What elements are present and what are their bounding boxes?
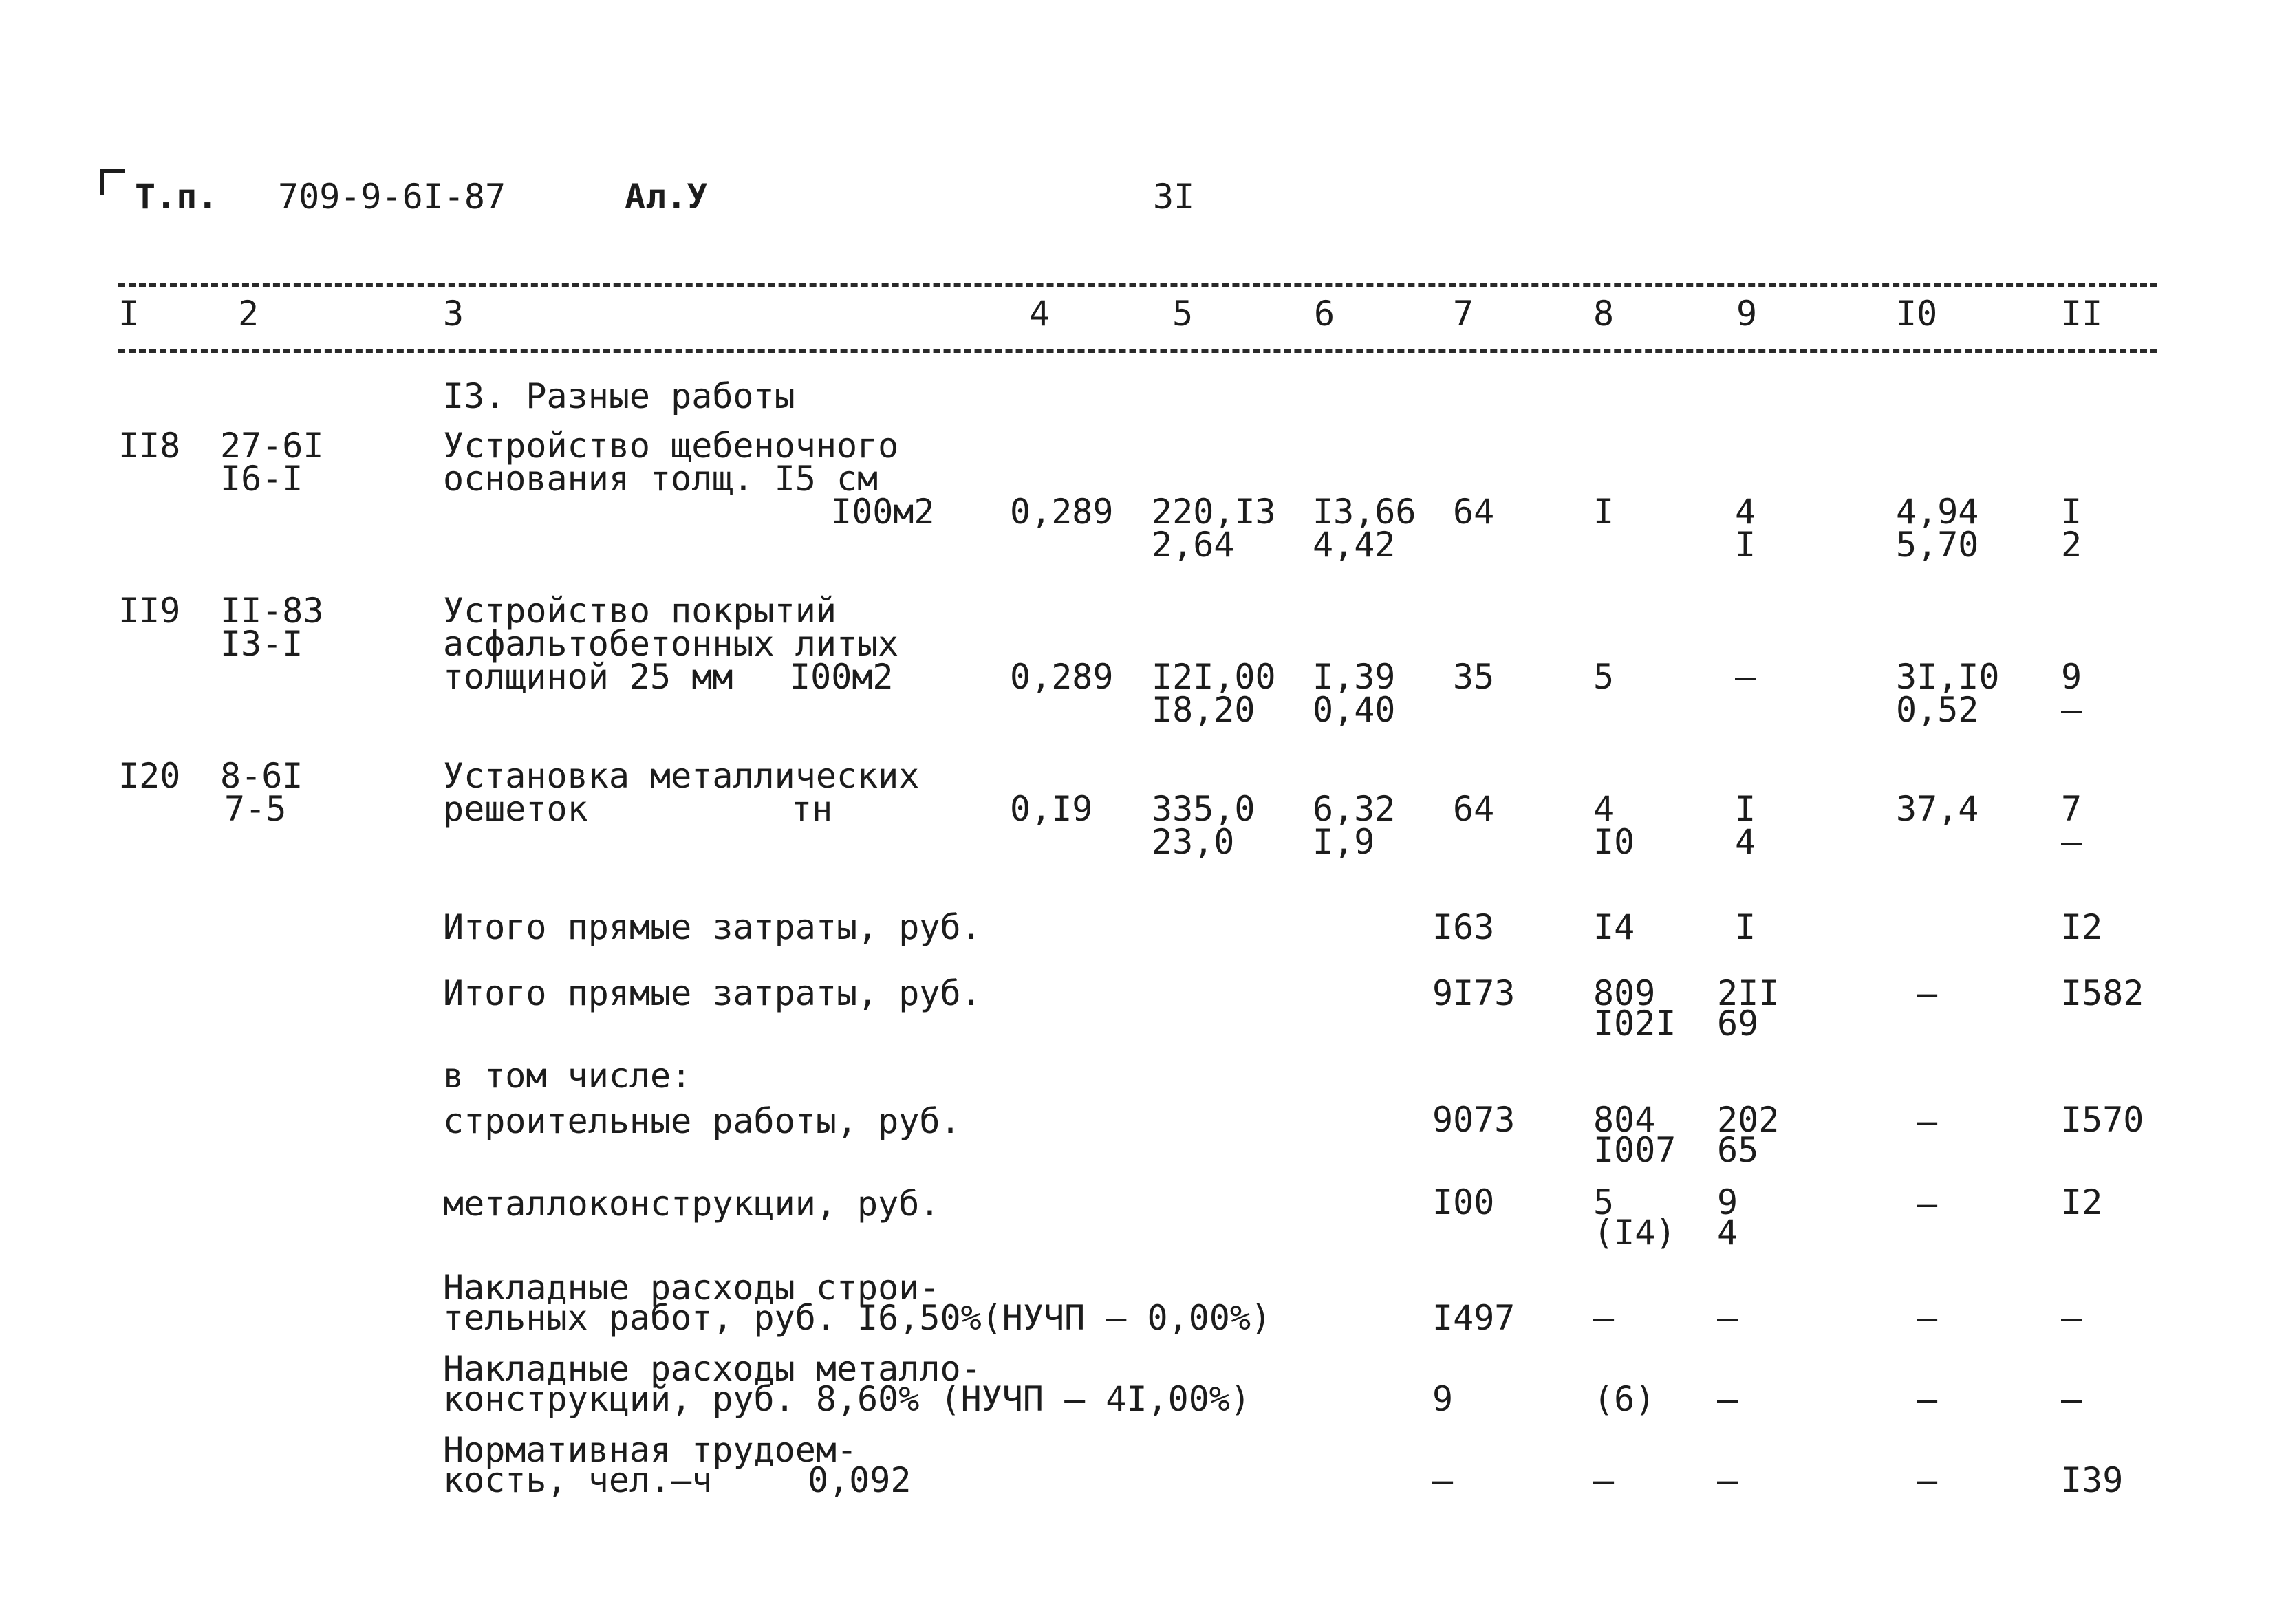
col11-value: 7: [2061, 789, 2082, 829]
norm-code: 8-6I: [220, 756, 303, 796]
col5-value: 335,0: [1152, 789, 1255, 829]
col10-value: –: [1917, 1184, 1938, 1224]
col8-value: 5: [1593, 657, 1615, 697]
col11-value: 2: [2061, 525, 2082, 565]
total-label: Итого прямые затраты, руб.: [443, 907, 982, 947]
corner-mark: [100, 169, 125, 195]
col11-value: –: [2061, 690, 2082, 730]
col9-value: –: [1717, 1460, 1738, 1500]
column-header: 4: [1029, 294, 1050, 334]
col11-value: –: [2061, 1379, 2082, 1419]
col6-value: 4,42: [1313, 525, 1396, 565]
col8-value: –: [1593, 1460, 1615, 1500]
col5-value: 2,64: [1152, 525, 1235, 565]
col11-value: I582: [2061, 973, 2144, 1013]
total-label: Накладные расходы строи-: [443, 1268, 940, 1308]
col8-value: I: [1593, 492, 1615, 532]
col9-value: I: [1735, 907, 1756, 947]
col5-value: 220,I3: [1152, 492, 1276, 532]
col5-value: I2I,00: [1152, 657, 1276, 697]
col6-value: I,39: [1313, 657, 1396, 697]
work-name: толщиной 25 мм: [443, 657, 733, 697]
col8-value: 4: [1593, 789, 1615, 829]
norm-code: 27-6I: [220, 426, 324, 466]
col8-value: 809: [1593, 973, 1656, 1013]
col8-value: I0: [1593, 822, 1635, 862]
unit: I00м2: [831, 492, 935, 532]
col5-value: I8,20: [1152, 690, 1255, 730]
col8-value: 5: [1593, 1182, 1615, 1222]
column-header: 6: [1314, 294, 1335, 334]
total-label: Накладные расходы металло-: [443, 1349, 982, 1389]
col10-value: 5,70: [1896, 525, 1979, 565]
col9-value: 2II: [1717, 973, 1780, 1013]
col7-value: 64: [1453, 789, 1495, 829]
col9-value: –: [1717, 1379, 1738, 1419]
col7-value: –: [1432, 1460, 1454, 1500]
total-label: Нормативная трудоем-: [443, 1430, 858, 1470]
table-header-rule: [118, 349, 2157, 353]
col11-value: I39: [2061, 1460, 2124, 1500]
col5-value: 23,0: [1152, 822, 1235, 862]
col10-value: 3I,I0: [1896, 657, 2000, 697]
col11-value: –: [2061, 1298, 2082, 1338]
col6-value: 6,32: [1313, 789, 1396, 829]
work-name: Устройство покрытий: [443, 591, 837, 631]
norm-code: II-83: [220, 591, 324, 631]
table-top-rule: [118, 283, 2157, 287]
section-title: I3. Разные работы: [443, 376, 795, 416]
col6-value: I3,66: [1313, 492, 1416, 532]
col10-value: 0,52: [1896, 690, 1979, 730]
col10-value: 37,4: [1896, 789, 1979, 829]
col9-value: I: [1735, 789, 1756, 829]
unit: I00м2: [790, 657, 894, 697]
col6-value: I,9: [1313, 822, 1375, 862]
col10-value: –: [1917, 973, 1938, 1013]
col8-value: (6): [1593, 1379, 1656, 1419]
col11-value: I2: [2061, 907, 2103, 947]
norm-code: 7-5: [224, 789, 287, 829]
work-name: основания толщ. I5 см: [443, 459, 878, 499]
col7-value: 9073: [1432, 1100, 1516, 1140]
column-header: II: [2061, 294, 2103, 334]
col10-value: –: [1917, 1379, 1938, 1419]
doc-number: 709-9-6I-87: [278, 177, 506, 217]
col11-value: I2: [2061, 1182, 2103, 1222]
col9-value: 4: [1735, 492, 1756, 532]
row-number: I20: [118, 756, 181, 796]
col11-value: I: [2061, 492, 2082, 532]
col9-value: 9: [1717, 1182, 1738, 1222]
col7-value: 64: [1453, 492, 1495, 532]
col9-value: –: [1735, 657, 1756, 697]
total-label: Итого прямые затраты, руб.: [443, 973, 982, 1013]
col11-value: I570: [2061, 1100, 2144, 1140]
col10-value: –: [1917, 1460, 1938, 1500]
column-header: 7: [1453, 294, 1474, 334]
column-header: 3: [443, 294, 464, 334]
column-header: 9: [1736, 294, 1758, 334]
col7-value: I63: [1432, 907, 1495, 947]
col7-value: 9I73: [1432, 973, 1516, 1013]
total-label: конструкций, руб. 8,60% (НУЧП – 4I,00%): [443, 1379, 1251, 1419]
col6-value: 0,40: [1313, 690, 1396, 730]
col7-value: 9: [1432, 1379, 1454, 1419]
col10-value: –: [1917, 1101, 1938, 1141]
including-label: в том числе:: [443, 1056, 692, 1096]
col7-value: 35: [1453, 657, 1495, 697]
column-header: I: [118, 294, 140, 334]
col11-value: 9: [2061, 657, 2082, 697]
col9-value: 202: [1717, 1100, 1780, 1140]
col7-value: I00: [1432, 1182, 1495, 1222]
col8-value: I4: [1593, 907, 1635, 947]
col8-value: –: [1593, 1298, 1615, 1338]
col9-value: 4: [1717, 1213, 1738, 1253]
work-name: Устройство щебеночного: [443, 426, 899, 466]
col9-value: I: [1735, 525, 1756, 565]
column-header: 2: [238, 294, 259, 334]
col9-value: 4: [1735, 822, 1756, 862]
row-number: II8: [118, 426, 181, 466]
column-header: 8: [1593, 294, 1615, 334]
quantity: 0,289: [1010, 492, 1114, 532]
col9-value: –: [1717, 1298, 1738, 1338]
column-header: I0: [1896, 294, 1938, 334]
quantity: 0,I9: [1010, 789, 1093, 829]
row-number: II9: [118, 591, 181, 631]
work-name: решеток: [443, 789, 588, 829]
col8-value: (I4): [1593, 1213, 1676, 1253]
col10-value: –: [1917, 1298, 1938, 1338]
total-label: тельных работ, руб. I6,50%(НУЧП – 0,00%): [443, 1298, 1272, 1338]
doc-prefix: Т.п.: [135, 177, 218, 217]
total-label: металлоконструкции, руб.: [443, 1184, 940, 1224]
quantity: 0,289: [1010, 657, 1114, 697]
col11-value: –: [2061, 822, 2082, 862]
col10-value: 4,94: [1896, 492, 1979, 532]
col9-value: 69: [1717, 1004, 1759, 1043]
col8-value: I007: [1593, 1130, 1676, 1170]
page-number: 3I: [1153, 177, 1195, 217]
col7-value: I497: [1432, 1298, 1516, 1338]
labor-value: 0,092: [808, 1460, 912, 1500]
norm-code: I6-I: [220, 459, 303, 499]
total-label: кость, чел.–ч: [443, 1460, 713, 1500]
col8-value: 804: [1593, 1100, 1656, 1140]
total-label: строительные работы, руб.: [443, 1101, 961, 1141]
work-name: Установка металлических: [443, 756, 920, 796]
album-label: Ал.У: [625, 177, 708, 217]
col9-value: 65: [1717, 1130, 1759, 1170]
work-name: асфальтобетонных литых: [443, 624, 899, 664]
unit: тн: [791, 789, 833, 829]
norm-code: I3-I: [220, 624, 303, 664]
column-header: 5: [1172, 294, 1194, 334]
col8-value: I02I: [1593, 1004, 1676, 1043]
